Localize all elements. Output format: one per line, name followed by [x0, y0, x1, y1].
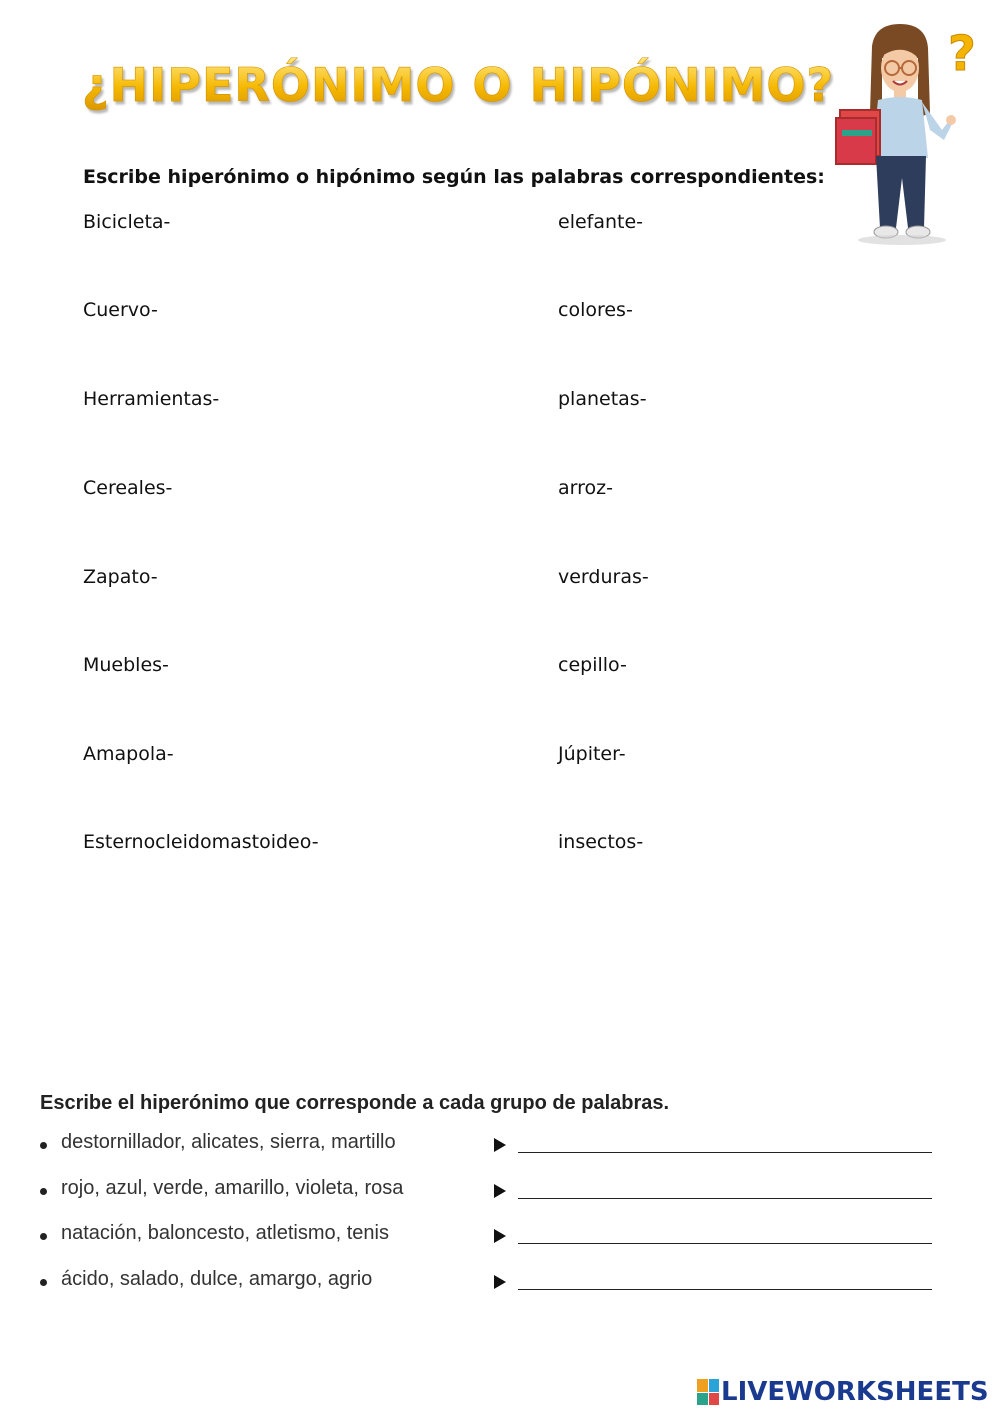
group-words: destornillador, alicates, sierra, martillo: [61, 1131, 396, 1153]
group-row-1: [40, 1131, 940, 1161]
word-right-4: arroz-: [558, 477, 613, 499]
word-left-2: Cuervo-: [83, 299, 158, 321]
arrow-right-icon: [494, 1275, 506, 1289]
word-left-3: Herramientas-: [83, 388, 220, 410]
group-row-2: [40, 1177, 940, 1207]
answer-line[interactable]: [518, 1152, 932, 1153]
arrow-right-icon: [494, 1229, 506, 1243]
group-row-3: [40, 1222, 940, 1252]
word-right-7: Júpiter-: [558, 743, 626, 765]
section1-instruction: Escribe hiperónimo o hipónimo según las palabras correspondientes:: [83, 166, 825, 188]
answer-line[interactable]: [518, 1289, 932, 1290]
section2-instruction: Escribe el hiperónimo que corresponde a cada grupo de palabras.: [40, 1092, 670, 1114]
group-row-4: [40, 1268, 940, 1298]
teacher-avatar-illustration: [830, 18, 980, 255]
word-right-6: cepillo-: [558, 654, 627, 676]
word-left-5: Zapato-: [83, 566, 158, 588]
word-right-5: verduras-: [558, 566, 649, 588]
page-title: ¿HIPERÓNIMO O HIPÓNIMO?: [82, 58, 835, 112]
bullet-icon: [40, 1142, 47, 1149]
arrow-right-icon: [494, 1184, 506, 1198]
brand-watermark: [697, 1377, 989, 1407]
arrow-right-icon: [494, 1138, 506, 1152]
word-left-4: Cereales-: [83, 477, 173, 499]
word-right-2: colores-: [558, 299, 633, 321]
group-words: natación, baloncesto, atletismo, tenis: [61, 1222, 389, 1244]
question-mark-icon: ?: [948, 26, 976, 82]
word-left-8: Esternocleidomastoideo-: [83, 831, 319, 853]
word-left-1: Bicicleta-: [83, 211, 171, 233]
word-right-8: insectos-: [558, 831, 644, 853]
group-words: rojo, azul, verde, amarillo, violeta, rosa: [61, 1177, 404, 1199]
bullet-icon: [40, 1188, 47, 1195]
word-left-6: Muebles-: [83, 654, 169, 676]
word-right-1: elefante-: [558, 211, 644, 233]
word-right-3: planetas-: [558, 388, 647, 410]
brand-name: LIVEWORKSHEETS: [721, 1377, 989, 1407]
answer-line[interactable]: [518, 1243, 932, 1244]
bullet-icon: [40, 1279, 47, 1286]
answer-line[interactable]: [518, 1198, 932, 1199]
word-left-7: Amapola-: [83, 743, 174, 765]
bullet-icon: [40, 1233, 47, 1240]
group-words: ácido, salado, dulce, amargo, agrio: [61, 1268, 373, 1290]
brand-logo-icon: [697, 1379, 719, 1405]
